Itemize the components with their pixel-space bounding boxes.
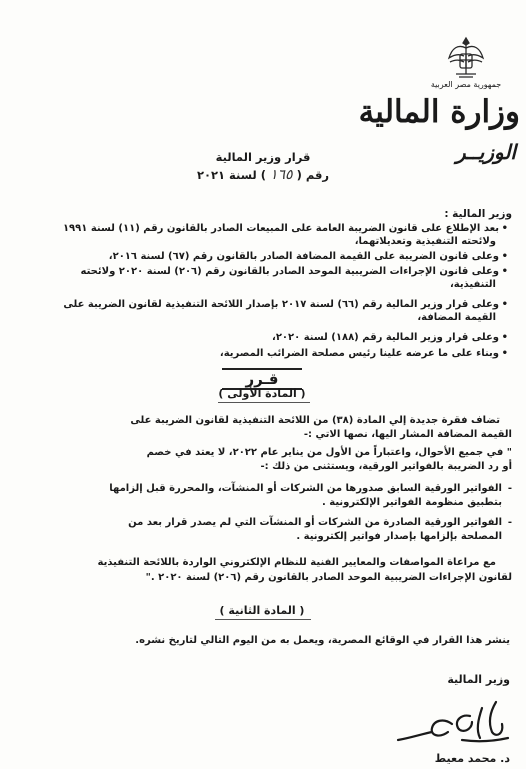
- article-1-line: لقانون الإجراءات الضريبية الموحد الصادر بالقانون رقم (٢٠٦) لسنة ٢٠٢٠ .": [145, 572, 512, 583]
- article-1-line: مع مراعاة المواصفات والمعايير الفنية للنظام الإلكتروني الواردة باللائحة التنفيذية: [97, 557, 496, 568]
- article-1-line: تضاف فقرة جديدة إلي المادة (٣٨) من اللائحة التنفيذية لقانون الضريبة على: [130, 415, 500, 426]
- preamble-line: • وعلى قانون الإجراءات الضريبية الموحد الصادر بالقانون رقم (٢٠٦) لسنة ٢٠٢٠ ولائحته: [81, 265, 508, 278]
- ministry-name: وزارة المالية: [358, 94, 520, 130]
- article-1-underline: [218, 402, 310, 403]
- preamble-line: القيمة المضافة،: [417, 312, 496, 323]
- article-1-line: - الفواتير الورقية السابق صدورها من الشركات أو المنشآت، والمحررة قبل إلزامها: [109, 482, 512, 495]
- article-1-line: " في جميع الأحوال، واعتباراً من الأول من يناير عام ٢٠٢٢، لا يعتد في خصم: [146, 447, 512, 458]
- decree-number-line: [150, 167, 376, 183]
- signatory-name: د. محمد معيط: [434, 752, 510, 765]
- signatory-title: وزير المالية: [447, 673, 510, 686]
- decree-number-suffix: ) لسنة ٢٠٢١: [196, 168, 266, 182]
- decree-number: ١٦٥: [270, 167, 293, 183]
- article-1-title-text: المادة الأولى: [227, 387, 297, 400]
- article-1-line: المصلحة بإلزامها بإصدار فواتير إلكترونية .: [296, 531, 502, 542]
- preamble-line: • وعلى قرار وزير المالية رقم (١٨٨) لسنة ٢٠٢٠،: [272, 331, 508, 344]
- preamble-heading: وزير المالية :: [444, 208, 512, 220]
- article-2-title-text: المادة الثانية: [228, 604, 296, 617]
- eagle-emblem-icon: [446, 34, 486, 80]
- preamble-line: • وعلى قرار وزير المالية رقم (٦٦) لسنة ٢٠١٧ بإصدار اللائحة التنفيذية لقانون الضريبة على: [63, 298, 508, 311]
- minister-header: الوزيــر: [456, 140, 516, 164]
- article-1-line: أو رد الضريبة بالفواتير الورقية، ويستثنى من ذلك :-: [260, 461, 512, 472]
- preamble-line: • وعلى قانون الضريبة على القيمة المضافة الصادر بالقانون رقم (٦٧) لسنة ٢٠١٦،: [109, 250, 508, 263]
- preamble-line: • بعد الإطلاع على قانون الضريبة العامة على المبيعات الصادر بالقانون رقم (١١) لسنة ١٩٩١: [63, 222, 508, 235]
- article-1-line: - الفواتير الورقية الصادرة من الشركات أو المنشآت التي لم يصدر قرار بعد من: [128, 516, 512, 529]
- article-1-line: بتطبيق منظومة الفواتير الإلكترونية .: [321, 497, 502, 508]
- country-name: جمهورية مصر العربية: [430, 80, 502, 89]
- article-2-text: ينشر هذا القرار في الوقائع المصرية، ويعمل به من اليوم التالي لتاريخ نشره.: [135, 635, 510, 646]
- article-2-underline: [215, 619, 311, 620]
- decree-number-prefix: رقم (: [296, 168, 330, 182]
- preamble-line: التنفيذية،: [449, 279, 496, 290]
- preamble-line: ولائحته التنفيذية وتعديلاتهما،: [354, 236, 496, 247]
- preamble-line: • وبناء على ما عرضه علينا رئيس مصلحة الضرائب المصرية،: [220, 347, 508, 360]
- article-1-line: القيمة المضافة المشار اليها، نصها الاتي :-: [303, 429, 512, 440]
- decree-title: قرار وزير المالية: [215, 150, 311, 164]
- article-2-title: ( المادة الثانية ): [219, 604, 305, 617]
- article-1-title: ( المادة الأولى ): [218, 387, 306, 400]
- decision-word: قـرر: [222, 368, 302, 390]
- handwritten-signature-icon: [392, 694, 516, 750]
